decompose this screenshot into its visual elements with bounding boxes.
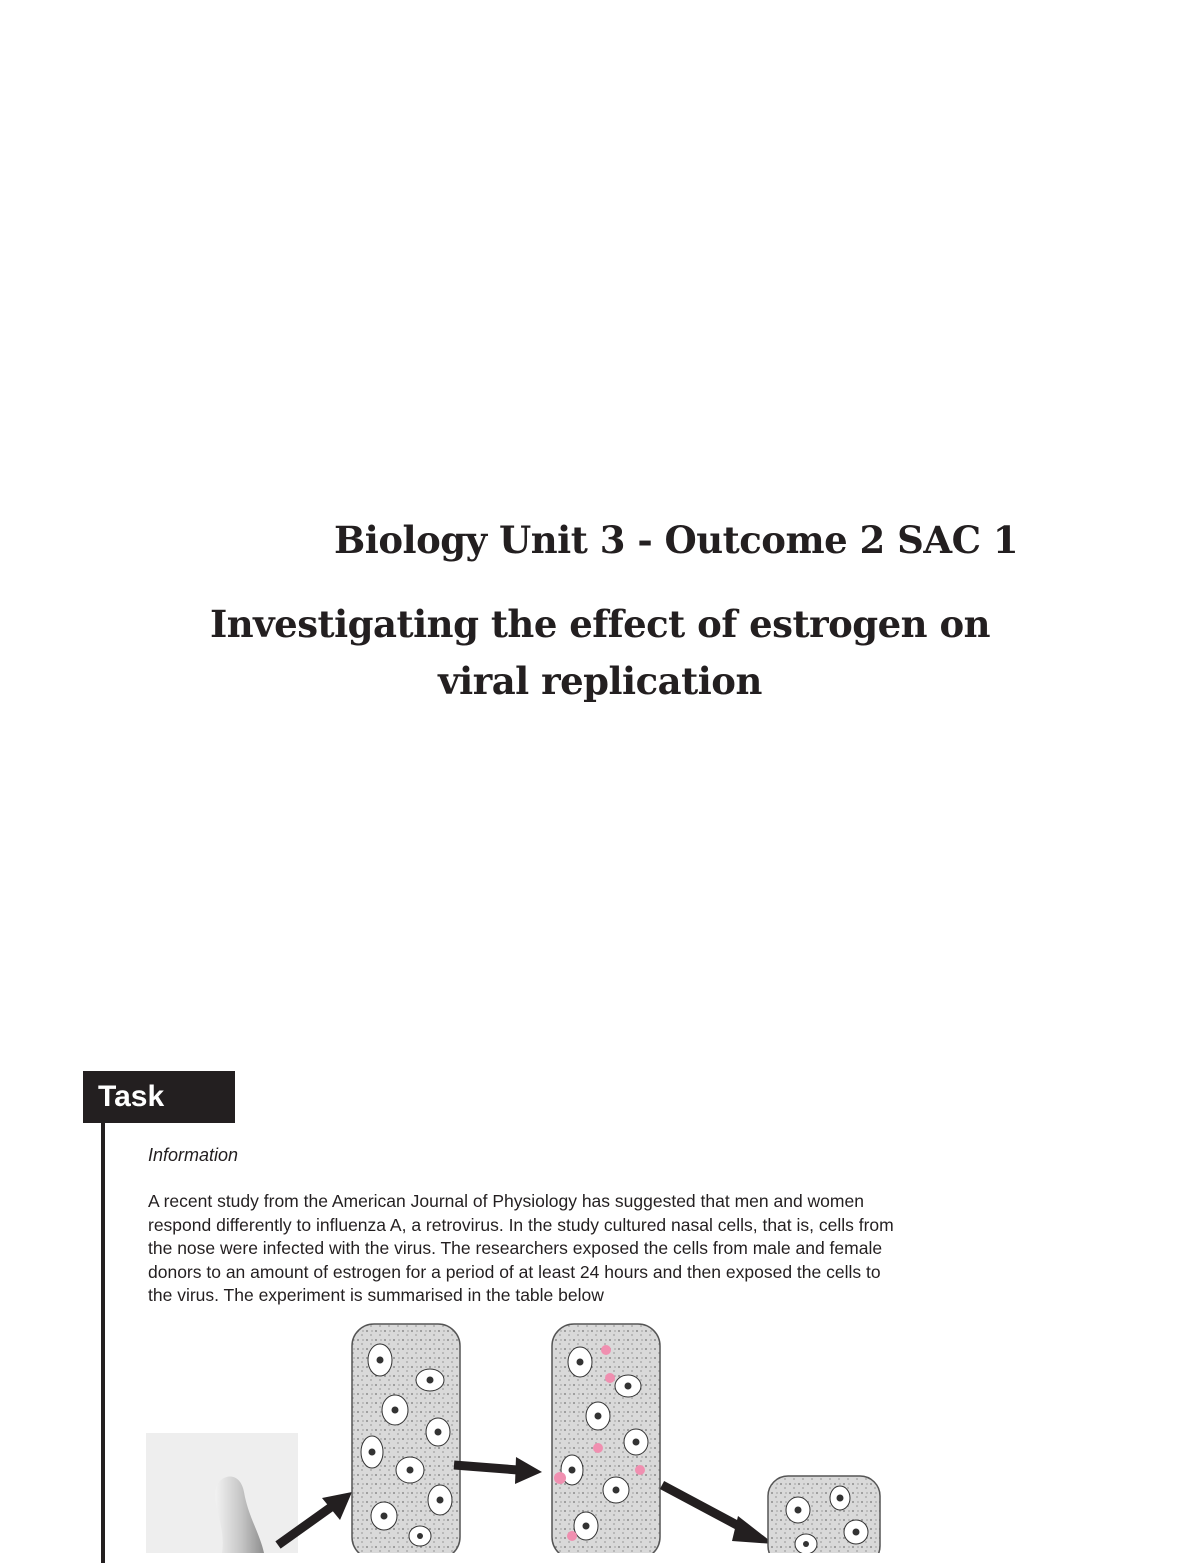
nasal-cells-icon [352, 1324, 460, 1553]
page-subtitle: Investigating the effect of estrogen on viral replication [209, 602, 991, 703]
paragraph-line: donors to an amount of estrogen for a period of at least 24 hours and then exposed the cells to [148, 1261, 881, 1282]
paragraph-line: A recent study from the American Journal of Physiology has suggested that men and women [148, 1191, 864, 1211]
infected-cells-icon [552, 1324, 660, 1553]
paragraph-line: respond differently to influenza A, a retrovirus. In the study cultured nasal cells, that is, cells from [148, 1214, 894, 1235]
arrow-icon [662, 1485, 774, 1544]
arrow-icon [454, 1457, 542, 1484]
nose-icon [146, 1433, 298, 1553]
paragraph-line: the nose were infected with the virus. The researchers exposed the cells from male and female [148, 1238, 883, 1258]
paragraph-line: the virus. The experiment is summarised in the table below [148, 1285, 604, 1305]
task-section-rule [101, 1123, 105, 1563]
task-section-tab: Task [83, 1071, 235, 1123]
information-heading: Information [148, 1145, 239, 1165]
infected-cells-icon [768, 1476, 880, 1553]
page-title: Biology Unit 3 - Outcome 2 SAC 1 [334, 518, 1019, 562]
information-paragraph [148, 1190, 998, 1308]
experiment-illustration [140, 1320, 900, 1553]
